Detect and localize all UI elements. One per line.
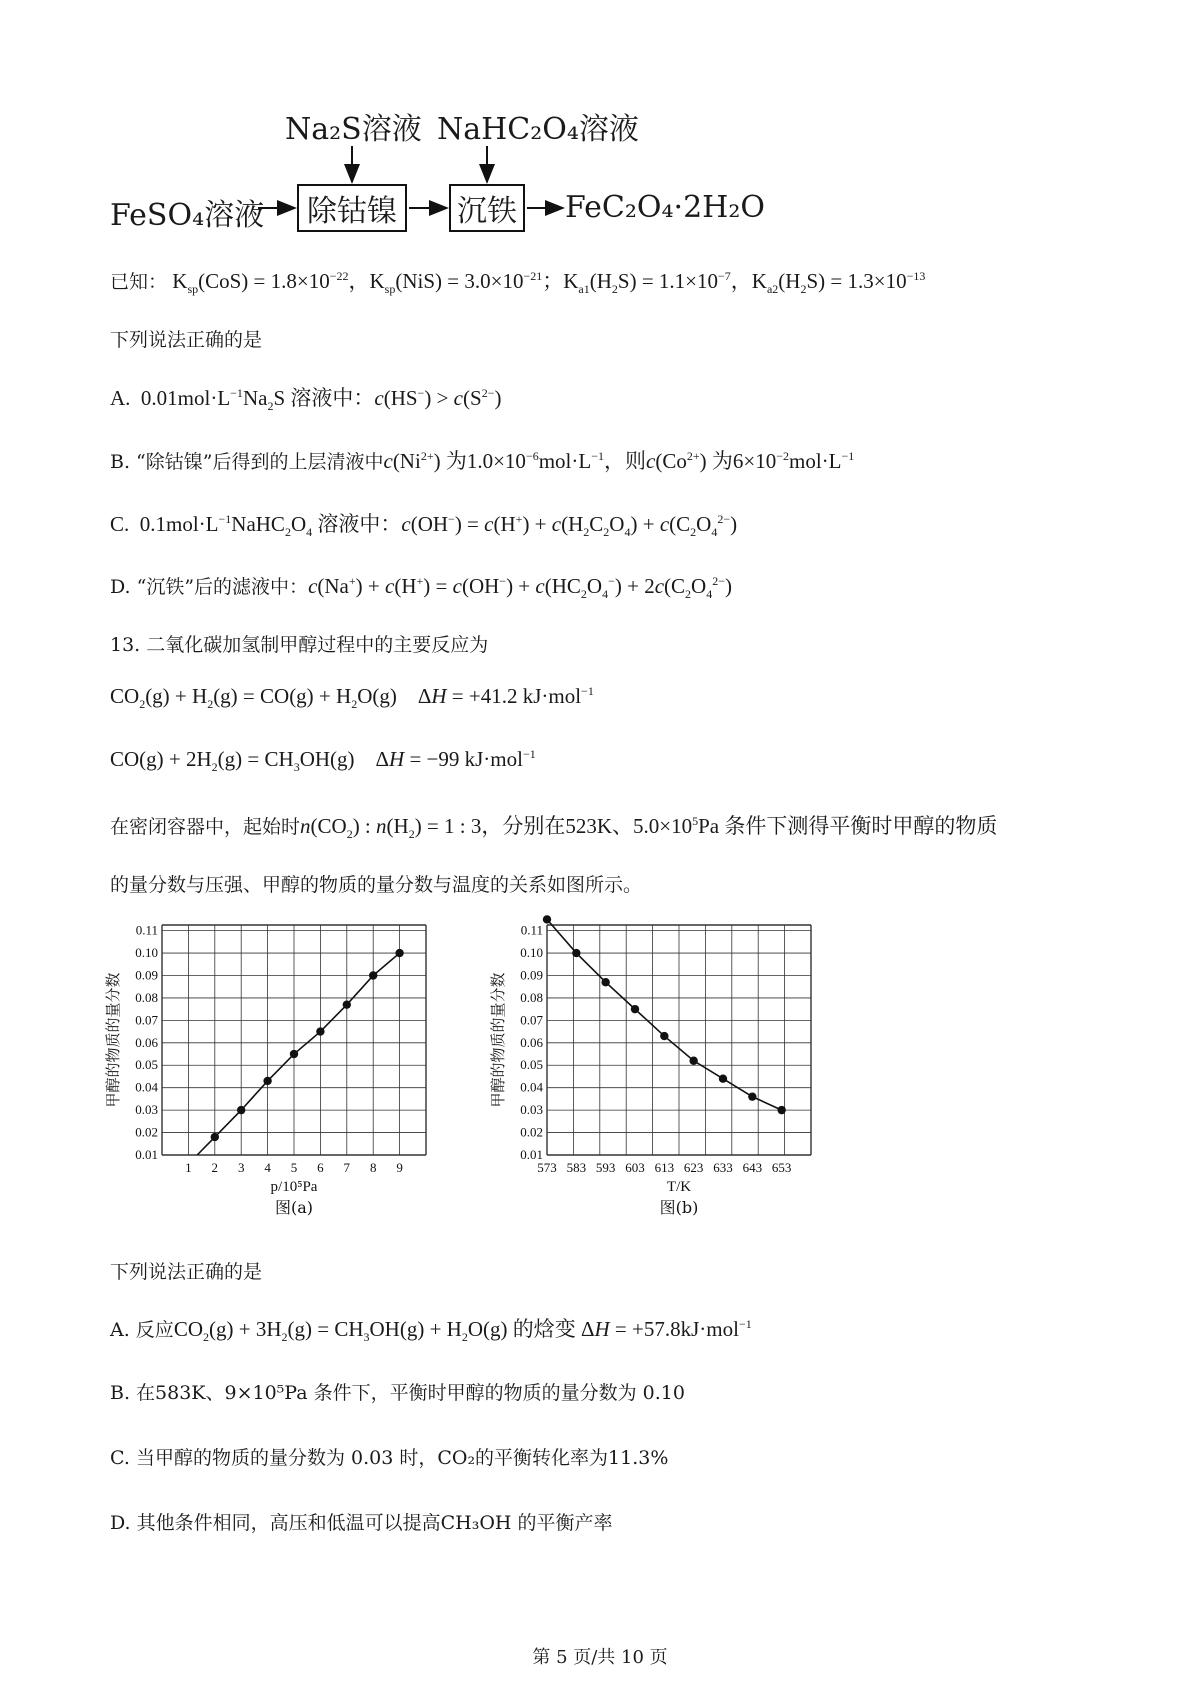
x-tick-label: 2 (211, 1160, 219, 1175)
q13-option-b: B. 在583K、9×10⁵Pa 条件下，平衡时甲醇的物质的量分数为 0.10 (110, 1382, 685, 1404)
q13-option-d: D. 其他条件相同，高压和低温可以提高CH₃OH 的平衡产率 (110, 1512, 613, 1534)
flow-reagent-nahc2o4: NaHC₂O₄溶液 (437, 112, 639, 147)
x-axis-label: p/10⁵Pa (270, 1179, 318, 1195)
chart-a (100, 905, 480, 1250)
data-point (395, 949, 403, 957)
y-tick-label: 0.10 (520, 945, 543, 961)
y-axis-label: 甲醇的物质的量分数 (489, 972, 507, 1108)
q12-prompt: 下列说法正确的是 (110, 329, 263, 351)
data-point (316, 1027, 324, 1035)
x-axis-label: T/K (666, 1179, 692, 1195)
y-tick-label: 0.05 (520, 1057, 543, 1073)
y-tick-label: 0.09 (520, 967, 543, 983)
chart-b (485, 905, 865, 1250)
data-point (689, 1057, 697, 1065)
x-tick-label: 613 (654, 1160, 675, 1175)
x-tick-label: 6 (317, 1160, 324, 1175)
q13-reaction-1: $CO_2(g) + H_2(g) = CO(g) + H_2O(g)$ ΔH = +41.2 kJ·mol$^{-1}$ (110, 684, 594, 712)
x-tick-label: 3 (237, 1160, 245, 1175)
y-tick-label: 0.03 (520, 1102, 543, 1118)
q12-option-a: A. $0.01mol\cdot L^{-1}Na_2S$ 溶液中：$c(HS^-) > c(S^{2-})$ (110, 386, 502, 414)
q13-reaction-2: $CO(g) + 2H_2(g) = CH_3OH(g)$ ΔH = −99 kJ·mol$^{-1}$ (110, 747, 536, 775)
y-tick-label: 0.04 (135, 1079, 158, 1095)
x-tick-label: 593 (595, 1160, 616, 1175)
x-tick-label: 4 (264, 1160, 271, 1175)
chart-caption: 图(b) (659, 1198, 699, 1217)
flow-step-remove-co-ni: 除钴镍 (297, 184, 407, 232)
x-tick-label: 603 (625, 1160, 645, 1175)
y-tick-label: 0.02 (135, 1124, 158, 1140)
data-point (343, 1000, 351, 1008)
data-point (263, 1077, 271, 1085)
data-point (211, 1133, 219, 1141)
q13-option-a: A. 反应$CO_2(g) + 3H_2(g) = CH_3OH(g) + H_2O(g)$ 的焓变 ΔH = +57.8kJ·mol$^{-1}$ (110, 1317, 752, 1345)
data-point (777, 1106, 785, 1114)
y-tick-label: 0.01 (135, 1147, 158, 1162)
q12-option-d-prefix: D. “沉铁”后的滤液中： (110, 576, 309, 598)
q12-option-b-prefix: B. “除钴镍”后得到的上层清液中 (110, 451, 384, 473)
y-tick-label: 0.09 (135, 967, 158, 983)
q13-condition-prefix: 在密闭容器中，起始时 (110, 816, 301, 838)
series-line (547, 919, 782, 1110)
data-point (660, 1032, 668, 1040)
q12-option-d: D. “沉铁”后的滤液中：$c(Na^+) + c(H^+) = c(OH^-) + c(HC_2O_4^-) + 2c(C_2O_4^{2-})$ (110, 574, 732, 602)
x-tick-label: 573 (537, 1160, 557, 1175)
y-tick-label: 0.11 (135, 922, 158, 938)
data-point (237, 1106, 245, 1114)
y-tick-label: 0.01 (520, 1147, 543, 1162)
x-tick-label: 623 (683, 1160, 704, 1175)
x-tick-label: 1 (185, 1160, 192, 1175)
data-point (290, 1050, 298, 1058)
y-tick-label: 0.08 (520, 989, 543, 1005)
y-tick-label: 0.02 (520, 1124, 543, 1140)
series-line (197, 953, 399, 1155)
q12-option-b: B. “除钴镍”后得到的上层清液中$c(Ni^{2+})$ 为$1.0\times 10^{-6}mol\cdot L^{-1}$，则$c(Co^{2+})$ 为$6\times 10^{-2}mol\cdot L^{-1}$ (110, 449, 855, 473)
x-tick-label: 8 (369, 1160, 377, 1175)
q13-condition-line-2: 的量分数与压强、甲醇的物质的量分数与温度的关系如图所示。 (110, 874, 643, 896)
data-point (601, 978, 609, 986)
flow-arrows (0, 0, 1200, 260)
q13-prompt: 下列说法正确的是 (110, 1261, 263, 1283)
x-tick-label: 583 (566, 1160, 587, 1175)
q12-option-c: C. $0.1mol\cdot L^{-1}NaHC_2O_4$ 溶液中：$c(OH^-) = c(H^+) + c(H_2C_2O_4) + c(C_2O_4^{2-})$ (110, 512, 738, 540)
y-tick-label: 0.08 (135, 989, 158, 1005)
x-tick-label: 653 (771, 1160, 792, 1175)
y-tick-label: 0.07 (135, 1012, 158, 1028)
x-tick-label: 5 (290, 1160, 298, 1175)
chart-caption: 图(a) (274, 1198, 314, 1217)
q13-condition-line-1: 在密闭容器中，起始时$n(CO_2)$ : $n(H_2) = 1$ : 3，分别在523K、$5.0\times 10^5Pa$ 条件下测得平衡时甲醇的物质 (110, 814, 998, 842)
y-tick-label: 0.11 (520, 922, 543, 938)
data-point (572, 949, 580, 957)
y-tick-label: 0.05 (135, 1057, 158, 1073)
known-prefix: 已知： (110, 271, 168, 293)
flow-reagent-na2s: Na₂S溶液 (285, 112, 422, 147)
q13-stem: 13. 二氧化碳加氢制甲醇过程中的主要反应为 (110, 634, 489, 656)
y-tick-label: 0.10 (135, 945, 158, 961)
x-tick-label: 643 (742, 1160, 763, 1175)
flow-start: FeSO₄溶液 (110, 198, 265, 233)
data-point (369, 971, 377, 979)
y-axis-label: 甲醇的物质的量分数 (104, 972, 122, 1108)
data-point (631, 1005, 639, 1013)
known-constants: 已知： $K_{sp}(CoS) = 1.8\times 10^{-22}$，$K_{sp}(NiS) = 3.0\times 10^{-21}$；$K_{a1}(H_2S) = 1.1\times 10^{-7}$，$K_{a2}(H_2S) = 1.3\times 10^{-13}$ (110, 269, 926, 297)
flow-product: FeC₂O₄·2H₂O (565, 190, 765, 225)
y-tick-label: 0.03 (135, 1102, 158, 1118)
flow-step-precipitate-fe: 沉铁 (449, 184, 525, 232)
x-tick-label: 7 (343, 1160, 351, 1175)
y-tick-label: 0.04 (520, 1079, 543, 1095)
page-footer: 第 5 页/共 10 页 (532, 1647, 668, 1668)
q13-option-a-prefix: A. 反应 (110, 1319, 174, 1341)
y-tick-label: 0.06 (520, 1034, 543, 1050)
y-tick-label: 0.07 (520, 1012, 543, 1028)
data-point (543, 915, 551, 923)
x-tick-label: 9 (396, 1160, 403, 1175)
x-tick-label: 633 (713, 1160, 733, 1175)
q13-option-c: C. 当甲醇的物质的量分数为 0.03 时，CO₂的平衡转化率为11.3% (110, 1447, 669, 1469)
data-point (748, 1092, 756, 1100)
data-point (719, 1075, 727, 1083)
y-tick-label: 0.06 (135, 1034, 158, 1050)
